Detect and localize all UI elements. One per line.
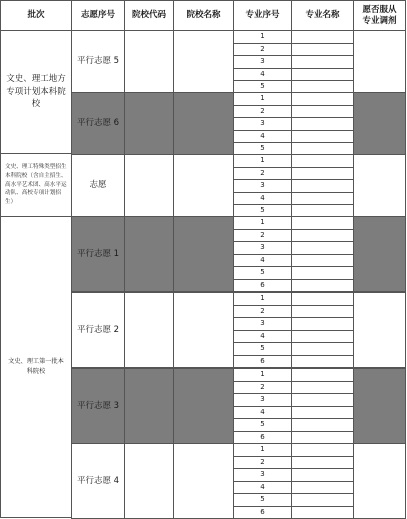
major-number-cell: 1 bbox=[233, 216, 292, 230]
adjust-cell[interactable] bbox=[353, 368, 406, 444]
major-name-cell[interactable] bbox=[291, 266, 354, 280]
major-number-cell: 1 bbox=[233, 92, 292, 106]
major-number-cell: 1 bbox=[233, 443, 292, 457]
adjust-cell[interactable] bbox=[353, 154, 406, 218]
volunteer-order-cell: 平行志愿 3 bbox=[71, 368, 125, 444]
major-number-cell: 2 bbox=[233, 43, 292, 57]
volunteer-order-cell: 平行志愿 6 bbox=[71, 92, 125, 156]
school-code-cell[interactable] bbox=[124, 292, 174, 368]
major-number-cell: 3 bbox=[233, 117, 292, 131]
major-number-cell: 4 bbox=[233, 254, 292, 268]
volunteer-order-cell: 平行志愿 2 bbox=[71, 292, 125, 368]
major-name-cell[interactable] bbox=[291, 456, 354, 470]
major-number-cell: 5 bbox=[233, 142, 292, 156]
major-number-cell: 6 bbox=[233, 506, 292, 519]
major-number-cell: 4 bbox=[233, 68, 292, 82]
school-name-cell[interactable] bbox=[173, 92, 234, 156]
school-code-cell[interactable] bbox=[124, 368, 174, 444]
major-name-cell[interactable] bbox=[291, 117, 354, 131]
category-first-batch: 文史、理工第一批本科院校 bbox=[0, 216, 72, 518]
school-code-cell[interactable] bbox=[124, 154, 174, 218]
header-school-code: 院校代码 bbox=[124, 0, 174, 31]
major-number-cell: 3 bbox=[233, 241, 292, 255]
major-name-cell[interactable] bbox=[291, 493, 354, 507]
school-code-cell[interactable] bbox=[124, 92, 174, 156]
major-number-cell: 5 bbox=[233, 266, 292, 280]
major-number-cell: 3 bbox=[233, 317, 292, 331]
major-number-cell: 5 bbox=[233, 493, 292, 507]
major-number-cell: 2 bbox=[233, 229, 292, 243]
major-number-cell: 3 bbox=[233, 179, 292, 193]
major-name-cell[interactable] bbox=[291, 105, 354, 119]
major-name-cell[interactable] bbox=[291, 92, 354, 106]
adjust-cell[interactable] bbox=[353, 30, 406, 94]
major-name-cell[interactable] bbox=[291, 43, 354, 57]
major-number-cell: 5 bbox=[233, 80, 292, 94]
major-name-cell[interactable] bbox=[291, 254, 354, 268]
adjust-cell[interactable] bbox=[353, 92, 406, 156]
category-local-special: 文史、理工地方专项计划本科院校 bbox=[0, 30, 72, 154]
major-name-cell[interactable] bbox=[291, 229, 354, 243]
major-name-cell[interactable] bbox=[291, 481, 354, 495]
school-name-cell[interactable] bbox=[173, 30, 234, 94]
major-number-cell: 5 bbox=[233, 418, 292, 432]
major-number-cell: 6 bbox=[233, 279, 292, 293]
volunteer-order-cell: 平行志愿 1 bbox=[71, 216, 125, 292]
major-number-cell: 3 bbox=[233, 468, 292, 482]
major-number-cell: 4 bbox=[233, 192, 292, 206]
header-order: 志愿序号 bbox=[71, 0, 125, 31]
major-number-cell: 4 bbox=[233, 481, 292, 495]
major-name-cell[interactable] bbox=[291, 292, 354, 306]
major-number-cell: 6 bbox=[233, 355, 292, 369]
header-major-name: 专业名称 bbox=[291, 0, 354, 31]
header-school-name: 院校名称 bbox=[173, 0, 234, 31]
major-number-cell: 5 bbox=[233, 204, 292, 218]
header-major-number: 专业序号 bbox=[233, 0, 292, 31]
major-name-cell[interactable] bbox=[291, 68, 354, 82]
major-number-cell: 6 bbox=[233, 431, 292, 445]
volunteer-order-cell: 平行志愿 4 bbox=[71, 443, 125, 519]
major-number-cell: 2 bbox=[233, 305, 292, 319]
major-name-cell[interactable] bbox=[291, 279, 354, 293]
major-name-cell[interactable] bbox=[291, 506, 354, 519]
adjust-cell[interactable] bbox=[353, 216, 406, 292]
school-name-cell[interactable] bbox=[173, 154, 234, 218]
major-name-cell[interactable] bbox=[291, 406, 354, 420]
school-code-cell[interactable] bbox=[124, 443, 174, 519]
major-number-cell: 3 bbox=[233, 55, 292, 69]
volunteer-order-cell: 平行志愿 5 bbox=[71, 30, 125, 94]
school-code-cell[interactable] bbox=[124, 216, 174, 292]
major-name-cell[interactable] bbox=[291, 355, 354, 369]
major-name-cell[interactable] bbox=[291, 305, 354, 319]
volunteer-order-cell: 志愿 bbox=[71, 154, 125, 218]
header-adjust: 愿否服从专业调剂 bbox=[353, 0, 406, 31]
major-name-cell[interactable] bbox=[291, 167, 354, 181]
major-name-cell[interactable] bbox=[291, 154, 354, 168]
school-code-cell[interactable] bbox=[124, 30, 174, 94]
major-number-cell: 2 bbox=[233, 105, 292, 119]
category-special-type: 文史、理工特殊类型招生本科院校（含自主招生、高水平艺术团、高水平运动队、高校专项计划招生） bbox=[0, 153, 72, 217]
adjust-cell[interactable] bbox=[353, 292, 406, 368]
major-number-cell: 1 bbox=[233, 30, 292, 44]
school-name-cell[interactable] bbox=[173, 443, 234, 519]
major-number-cell: 2 bbox=[233, 167, 292, 181]
major-name-cell[interactable] bbox=[291, 431, 354, 445]
major-name-cell[interactable] bbox=[291, 468, 354, 482]
major-number-cell: 1 bbox=[233, 154, 292, 168]
major-name-cell[interactable] bbox=[291, 330, 354, 344]
major-number-cell: 2 bbox=[233, 456, 292, 470]
major-name-cell[interactable] bbox=[291, 368, 354, 382]
major-name-cell[interactable] bbox=[291, 216, 354, 230]
major-number-cell: 3 bbox=[233, 393, 292, 407]
major-name-cell[interactable] bbox=[291, 179, 354, 193]
major-name-cell[interactable] bbox=[291, 418, 354, 432]
major-name-cell[interactable] bbox=[291, 381, 354, 395]
major-name-cell[interactable] bbox=[291, 30, 354, 44]
school-name-cell[interactable] bbox=[173, 368, 234, 444]
major-name-cell[interactable] bbox=[291, 241, 354, 255]
major-number-cell: 1 bbox=[233, 292, 292, 306]
major-name-cell[interactable] bbox=[291, 192, 354, 206]
header-batch: 批次 bbox=[0, 0, 72, 31]
major-name-cell[interactable] bbox=[291, 443, 354, 457]
school-name-cell[interactable] bbox=[173, 216, 234, 292]
major-name-cell[interactable] bbox=[291, 317, 354, 331]
adjust-cell[interactable] bbox=[353, 443, 406, 519]
major-number-cell: 5 bbox=[233, 342, 292, 356]
major-number-cell: 1 bbox=[233, 368, 292, 382]
major-number-cell: 2 bbox=[233, 381, 292, 395]
major-number-cell: 4 bbox=[233, 330, 292, 344]
major-name-cell[interactable] bbox=[291, 393, 354, 407]
school-name-cell[interactable] bbox=[173, 292, 234, 368]
major-name-cell[interactable] bbox=[291, 55, 354, 69]
major-name-cell[interactable] bbox=[291, 130, 354, 144]
major-number-cell: 4 bbox=[233, 406, 292, 420]
major-name-cell[interactable] bbox=[291, 342, 354, 356]
major-number-cell: 4 bbox=[233, 130, 292, 144]
